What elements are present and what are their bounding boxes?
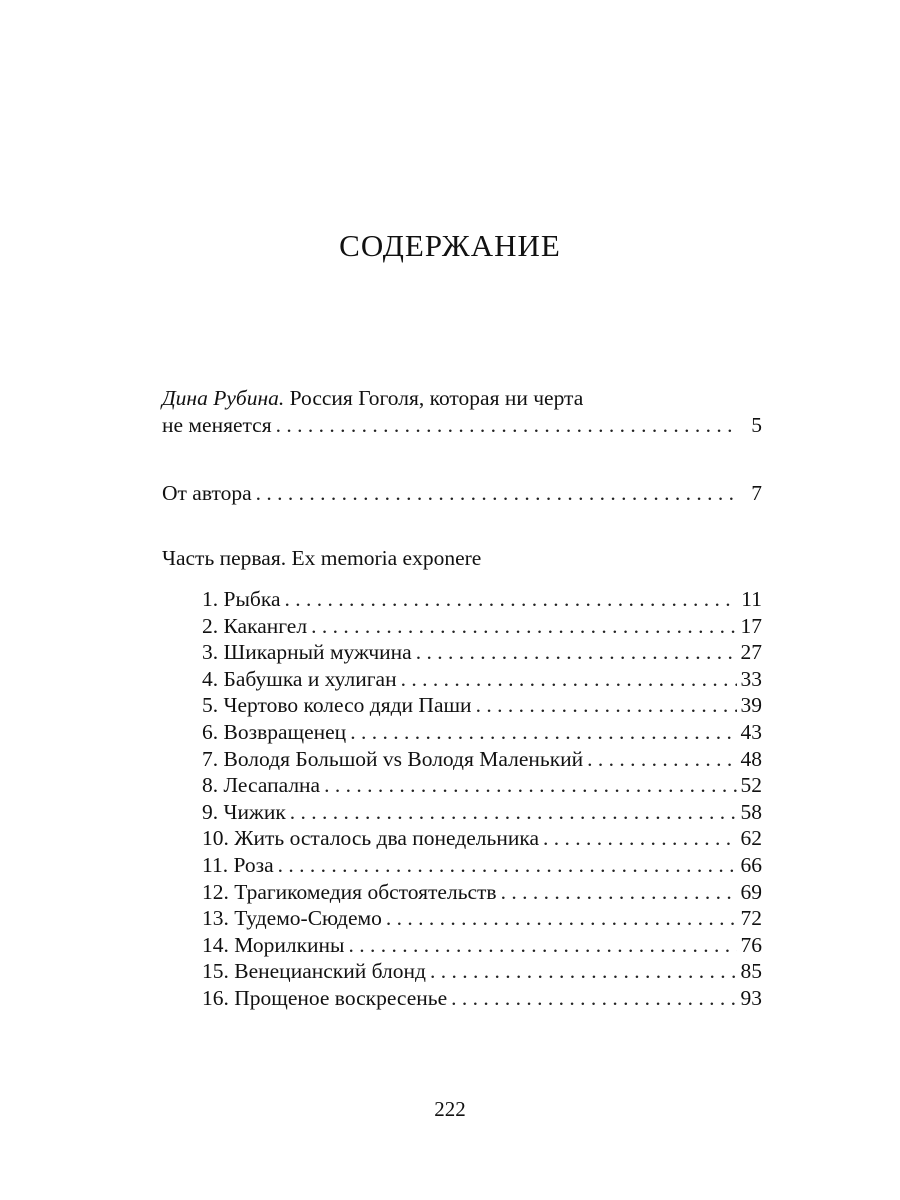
chapter-label: 6. Возвращенец: [202, 719, 347, 744]
toc-chapter-entry[interactable]: [202, 932, 762, 959]
chapter-label: 4. Бабушка и хулиган: [202, 666, 397, 691]
toc-chapter-entry[interactable]: [202, 985, 762, 1012]
toc-chapter-entry[interactable]: [202, 666, 762, 693]
chapter-list: [202, 586, 762, 1012]
dot-leader: [416, 639, 737, 666]
preface-title-line2: не меняется: [162, 413, 272, 437]
chapter-label: 5. Чертово колесо дяди Паши: [202, 693, 472, 718]
dot-leader: [311, 613, 736, 640]
chapter-page-number: 33: [740, 666, 762, 691]
dot-leader: [386, 905, 737, 932]
dot-leader: [476, 692, 737, 719]
dot-leader: [256, 480, 738, 507]
preface-author: Дина Рубина.: [162, 386, 285, 410]
toc-chapter-entry[interactable]: [202, 905, 762, 932]
toc-chapter-entry[interactable]: [202, 825, 762, 852]
page-title: СОДЕРЖАНИЕ: [339, 228, 561, 263]
chapter-label: 9. Чижик: [202, 799, 286, 824]
dot-leader: [587, 746, 736, 773]
part-one-label: Часть первая. Ex memoria exponere: [162, 546, 482, 570]
chapter-page-number: 76: [740, 932, 762, 957]
toc-chapter-entry[interactable]: [202, 852, 762, 879]
chapter-page-number: 39: [740, 693, 762, 718]
toc-chapter-entry[interactable]: [202, 772, 762, 799]
toc-entry-from-author[interactable]: [162, 480, 762, 507]
chapter-label: 1. Рыбка: [202, 587, 281, 611]
chapter-page-number: 93: [740, 985, 762, 1010]
chapter-page-number: 17: [740, 613, 762, 638]
chapter-label: 13. Тудемо-Сюдемо: [202, 906, 382, 931]
toc-entry-preface[interactable]: [162, 385, 762, 439]
toc-chapter-entry[interactable]: [202, 639, 762, 666]
chapter-label: 16. Прощеное воскресенье: [202, 985, 448, 1010]
dot-leader: [430, 958, 737, 985]
chapter-page-number: 58: [740, 799, 762, 824]
toc-chapter-entry[interactable]: [202, 692, 762, 719]
toc-page-number: 7: [751, 481, 762, 505]
toc-part-one[interactable]: [162, 545, 762, 572]
chapter-label: 7. Володя Большой vs Володя Маленький: [202, 746, 584, 771]
chapter-page-number: 48: [740, 746, 762, 771]
chapter-page-number: 66: [740, 852, 762, 877]
chapter-page-number: 43: [740, 719, 762, 744]
chapter-label: 2. Какангел: [202, 613, 308, 638]
toc-chapter-entry[interactable]: [202, 958, 762, 985]
dot-leader: [290, 799, 737, 826]
chapter-page-number: 85: [740, 959, 762, 984]
chapter-label: 8. Лесапална: [202, 773, 321, 798]
dot-leader: [401, 666, 737, 693]
dot-leader: [278, 852, 737, 879]
chapter-label: 3. Шикарный мужчина: [202, 640, 412, 665]
dot-leader: [451, 985, 736, 1012]
chapter-page-number: 27: [740, 640, 762, 665]
dot-leader: [324, 772, 736, 799]
toc-chapter-entry[interactable]: [202, 613, 762, 640]
dot-leader: [348, 932, 736, 959]
toc-entry-preface-line1: [162, 385, 762, 412]
chapter-page-number: 62: [740, 826, 762, 851]
chapter-page-number: 52: [740, 773, 762, 798]
toc-entry-label: От автора: [162, 481, 252, 505]
preface-title-line1: Россия Гоголя, которая ни черта: [284, 386, 584, 410]
chapter-page-number: 72: [740, 906, 762, 931]
chapter-page-number: 11: [741, 587, 762, 611]
dot-leader: [350, 719, 736, 746]
toc-chapter-entry[interactable]: [202, 586, 762, 613]
toc-line: [162, 480, 762, 507]
toc-chapter-entry[interactable]: [202, 746, 762, 773]
dot-leader: [543, 825, 737, 852]
toc-chapter-entry[interactable]: [202, 799, 762, 826]
chapter-label: 11. Роза: [202, 852, 274, 877]
toc-page-number: 5: [751, 413, 762, 437]
dot-leader: [501, 879, 737, 906]
toc-chapter-entry[interactable]: [202, 879, 762, 906]
chapter-label: 15. Венецианский блонд: [202, 959, 426, 984]
toc-entry-preface-line2: [162, 412, 762, 439]
page-number: 222: [434, 1097, 466, 1121]
dot-leader: [276, 412, 738, 439]
toc-chapter-entry[interactable]: [202, 719, 762, 746]
dot-leader: [285, 586, 738, 613]
chapter-page-number: 69: [740, 879, 762, 904]
chapter-label: 14. Морилкины: [202, 932, 345, 957]
chapter-label: 10. Жить осталось два понедельника: [202, 826, 539, 851]
chapter-label: 12. Трагикомедия обстоятельств: [202, 879, 497, 904]
